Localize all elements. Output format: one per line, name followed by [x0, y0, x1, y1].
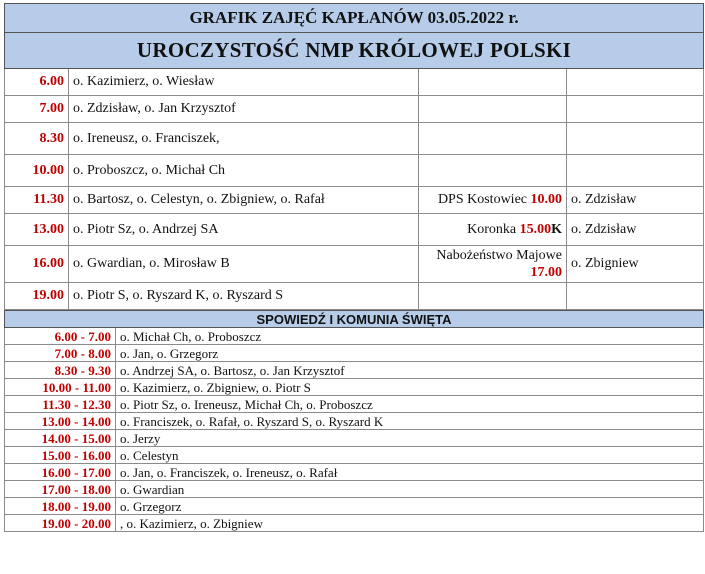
- mass-time: 19.00: [5, 283, 69, 310]
- extra-priest: o. Zdzisław: [567, 187, 704, 214]
- extra-service-name: Koronka: [467, 221, 520, 237]
- mass-priests: o. Piotr S, o. Ryszard K, o. Ryszard S: [69, 283, 419, 310]
- confession-priests: o. Andrzej SA, o. Bartosz, o. Jan Krzysztof: [116, 362, 704, 379]
- mass-time: 16.00: [5, 246, 69, 283]
- mass-priests: o. Ireneusz, o. Franciszek,: [69, 123, 419, 155]
- confession-row: [5, 430, 704, 447]
- extra-service-time: 10.00: [530, 192, 562, 207]
- mass-time: 7.00: [5, 96, 69, 123]
- extra-service: [419, 96, 567, 123]
- extra-service-suffix: K: [551, 221, 562, 237]
- mass-time: 6.00: [5, 69, 69, 96]
- confession-row: [5, 345, 704, 362]
- mass-row: [5, 96, 704, 123]
- confession-time: 19.00 - 20.00: [5, 515, 116, 532]
- mass-row: [5, 214, 704, 246]
- confession-row: [5, 498, 704, 515]
- mass-time: 13.00: [5, 214, 69, 246]
- extra-service: [419, 187, 567, 214]
- extra-priest: [567, 69, 704, 96]
- confession-row: [5, 481, 704, 498]
- extra-priest: o. Zbigniew: [567, 246, 704, 283]
- schedule-title: GRAFIK ZAJĘĆ KAPŁANÓW 03.05.2022 r.: [5, 4, 704, 33]
- extra-service: [419, 123, 567, 155]
- confession-time: 16.00 - 17.00: [5, 464, 116, 481]
- feast-title: UROCZYSTOŚĆ NMP KRÓLOWEJ POLSKI: [5, 33, 704, 69]
- mass-time: 10.00: [5, 155, 69, 187]
- confession-time: 8.30 - 9.30: [5, 362, 116, 379]
- mass-priests: o. Bartosz, o. Celestyn, o. Zbigniew, o. Rafał: [69, 187, 419, 214]
- extra-service: [419, 283, 567, 310]
- extra-service: [419, 155, 567, 187]
- mass-row: [5, 283, 704, 310]
- mass-row: [5, 69, 704, 96]
- confession-time: 14.00 - 15.00: [5, 430, 116, 447]
- confession-time: 18.00 - 19.00: [5, 498, 116, 515]
- extra-priest: [567, 96, 704, 123]
- confession-time: 6.00 - 7.00: [5, 328, 116, 345]
- mass-priests: o. Zdzisław, o. Jan Krzysztof: [69, 96, 419, 123]
- mass-row: [5, 187, 704, 214]
- confession-row: [5, 362, 704, 379]
- mass-time: 11.30: [5, 187, 69, 214]
- extra-service: [419, 246, 567, 283]
- confession-priests: o. Jerzy: [116, 430, 704, 447]
- mass-time: 8.30: [5, 123, 69, 155]
- mass-row: [5, 155, 704, 187]
- confession-priests: o. Grzegorz: [116, 498, 704, 515]
- confession-time: 15.00 - 16.00: [5, 447, 116, 464]
- confession-table: [4, 310, 704, 532]
- mass-priests: o. Proboszcz, o. Michał Ch: [69, 155, 419, 187]
- confession-priests: o. Piotr Sz, o. Ireneusz, Michał Ch, o. Proboszcz: [116, 396, 704, 413]
- confession-row: [5, 396, 704, 413]
- confession-priests: o. Celestyn: [116, 447, 704, 464]
- confession-priests: o. Franciszek, o. Rafał, o. Ryszard S, o. Ryszard K: [116, 413, 704, 430]
- confession-priests: , o. Kazimierz, o. Zbigniew: [116, 515, 704, 532]
- extra-service-name: DPS Kostowiec: [437, 192, 531, 207]
- confession-time: 11.30 - 12.30: [5, 396, 116, 413]
- confession-row: [5, 413, 704, 430]
- confession-priests: o. Jan, o. Franciszek, o. Ireneusz, o. Rafał: [116, 464, 704, 481]
- extra-service: [419, 69, 567, 96]
- mass-schedule-table: [4, 3, 704, 310]
- extra-priest: [567, 155, 704, 187]
- extra-service-time: 17.00: [530, 265, 562, 280]
- confession-row: [5, 447, 704, 464]
- confession-time: 10.00 - 11.00: [5, 379, 116, 396]
- extra-service-time: 15.00: [519, 221, 552, 237]
- mass-priests: o. Kazimierz, o. Wiesław: [69, 69, 419, 96]
- confession-row: [5, 515, 704, 532]
- confession-heading: SPOWIEDŹ I KOMUNIA ŚWIĘTA: [5, 311, 704, 328]
- confession-priests: o. Jan, o. Grzegorz: [116, 345, 704, 362]
- mass-row: [5, 246, 704, 283]
- confession-time: 17.00 - 18.00: [5, 481, 116, 498]
- extra-service-name: Nabożeństwo Majowe: [436, 248, 562, 263]
- confession-priests: o. Kazimierz, o. Zbigniew, o. Piotr S: [116, 379, 704, 396]
- confession-priests: o. Michał Ch, o. Proboszcz: [116, 328, 704, 345]
- mass-priests: o. Piotr Sz, o. Andrzej SA: [69, 214, 419, 246]
- confession-priests: o. Gwardian: [116, 481, 704, 498]
- mass-row: [5, 123, 704, 155]
- confession-time: 7.00 - 8.00: [5, 345, 116, 362]
- confession-row: [5, 379, 704, 396]
- extra-priest: o. Zdzisław: [567, 214, 704, 246]
- confession-row: [5, 464, 704, 481]
- confession-time: 13.00 - 14.00: [5, 413, 116, 430]
- schedule-sheet: [4, 3, 703, 532]
- confession-row: [5, 328, 704, 345]
- extra-priest: [567, 123, 704, 155]
- extra-service: [419, 214, 567, 246]
- mass-priests: o. Gwardian, o. Mirosław B: [69, 246, 419, 283]
- extra-priest: [567, 283, 704, 310]
